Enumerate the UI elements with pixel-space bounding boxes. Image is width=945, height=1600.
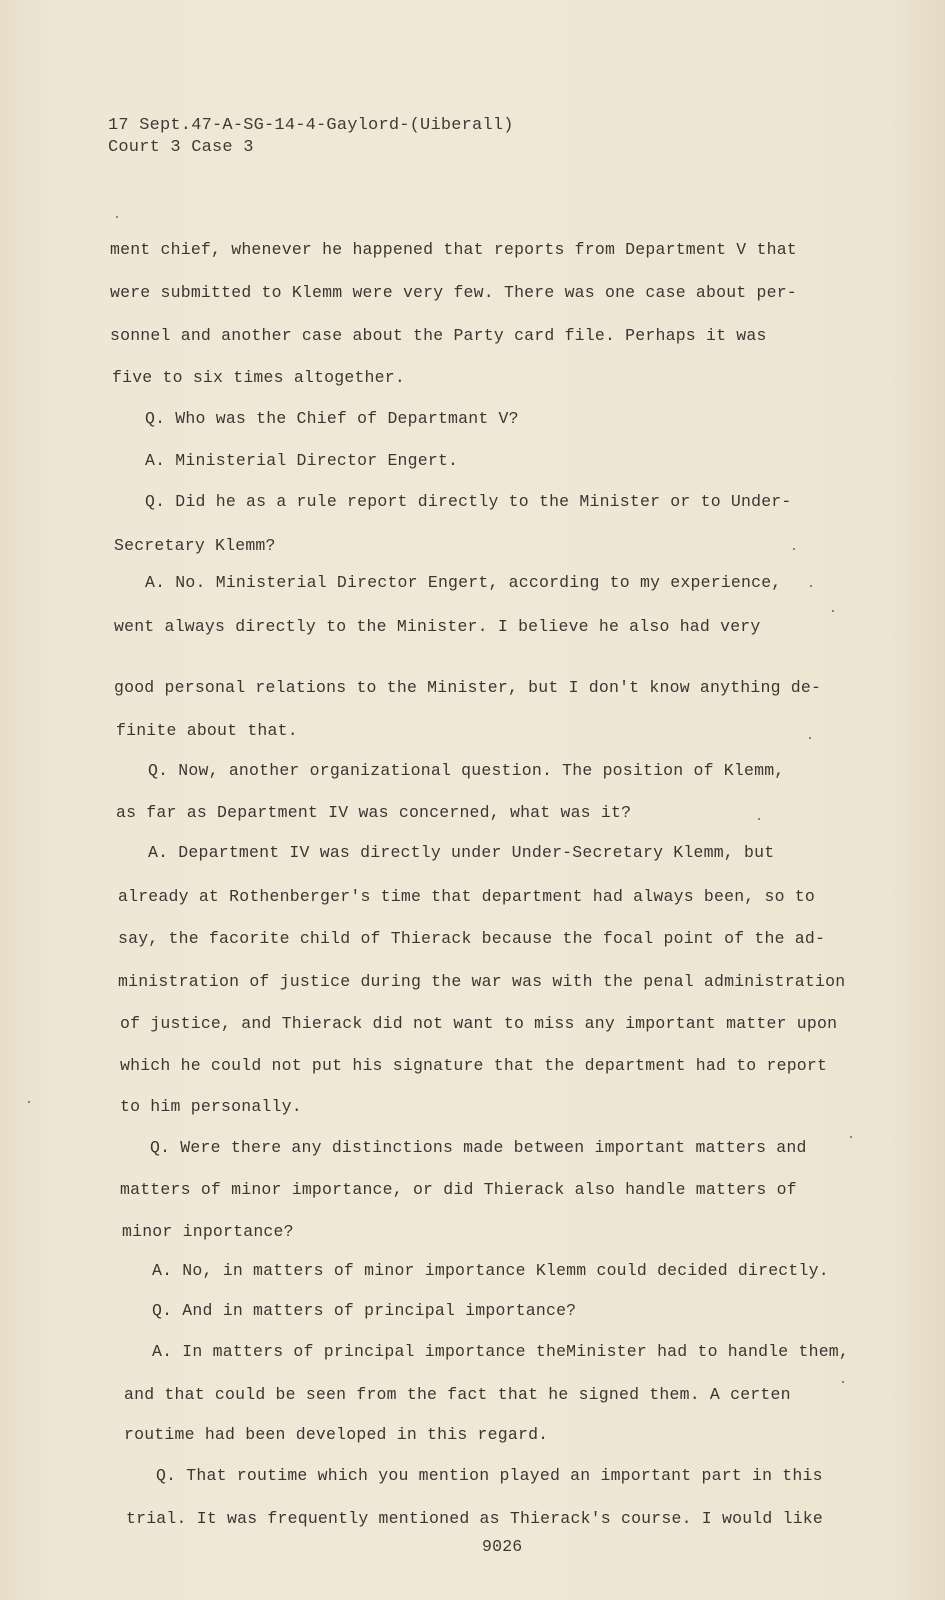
body-line: of justice, and Thierack did not want to miss any important matter upon — [120, 1014, 838, 1033]
body-line: ministration of justice during the war was with the penal administration — [118, 972, 846, 991]
body-line: went always directly to the Minister. I believe he also had very — [114, 617, 761, 636]
body-line: say, the facorite child of Thierack because the focal point of the ad- — [118, 929, 826, 948]
body-line: A. Department IV was directly under Under-Secretary Klemm, but — [148, 843, 775, 862]
body-line: minor inportance? — [122, 1222, 294, 1241]
body-line: Q. And in matters of principal importance? — [152, 1301, 577, 1320]
paper-speck — [758, 818, 760, 820]
header-reference: 17 Sept.47-A-SG-14-4-Gaylord-(Uiberall) — [108, 116, 514, 135]
body-line: Q. Were there any distinctions made between important matters and — [150, 1138, 807, 1157]
body-line: five to six times altogether. — [112, 368, 405, 387]
paper-speck — [809, 737, 811, 739]
paper-speck — [28, 1101, 30, 1103]
paper-speck — [810, 585, 812, 587]
body-line: already at Rothenberger's time that department had always been, so to — [118, 887, 816, 906]
paper-speck — [842, 1381, 844, 1383]
body-line: Q. Now, another organizational question. The position of Klemm, — [148, 761, 785, 780]
body-line: sonnel and another case about the Party card file. Perhaps it was — [110, 326, 767, 345]
body-line: as far as Department IV was concerned, what was it? — [116, 803, 632, 822]
header-court-case: Court 3 Case 3 — [108, 138, 254, 157]
body-line: ment chief, whenever he happened that reports from Department V that — [110, 240, 797, 259]
paper-speck — [116, 216, 118, 218]
body-line: trial. It was frequently mentioned as Thierack's course. I would like — [126, 1509, 824, 1528]
body-line: routime had been developed in this regard. — [124, 1425, 549, 1444]
body-line: A. In matters of principal importance theMinister had to handle them, — [152, 1342, 850, 1361]
body-line: Q. Did he as a rule report directly to the Minister or to Under- — [145, 492, 792, 511]
body-line: and that could be seen from the fact that he signed them. A certen — [124, 1385, 791, 1404]
paper-speck — [793, 548, 795, 550]
paper-speck — [850, 1136, 852, 1138]
body-line: matters of minor importance, or did Thierack also handle matters of — [120, 1180, 797, 1199]
body-line: Q. That routime which you mention played an important part in this — [156, 1466, 823, 1485]
body-line: to him personally. — [120, 1097, 302, 1116]
body-line: Secretary Klemm? — [114, 536, 276, 555]
body-line: A. Ministerial Director Engert. — [145, 451, 459, 470]
paper-speck — [832, 610, 834, 612]
body-line: good personal relations to the Minister, but I don't know anything de- — [114, 678, 822, 697]
body-line: were submitted to Klemm were very few. There was one case about per- — [110, 283, 797, 302]
body-line: finite about that. — [116, 721, 298, 740]
page-number: 9026 — [482, 1537, 523, 1556]
body-line: A. No. Ministerial Director Engert, according to my experience, — [145, 573, 782, 592]
body-line: Q. Who was the Chief of Departmant V? — [145, 409, 519, 428]
body-line: which he could not put his signature that the department had to report — [120, 1056, 828, 1075]
body-line: A. No, in matters of minor importance Klemm could decided directly. — [152, 1261, 829, 1280]
